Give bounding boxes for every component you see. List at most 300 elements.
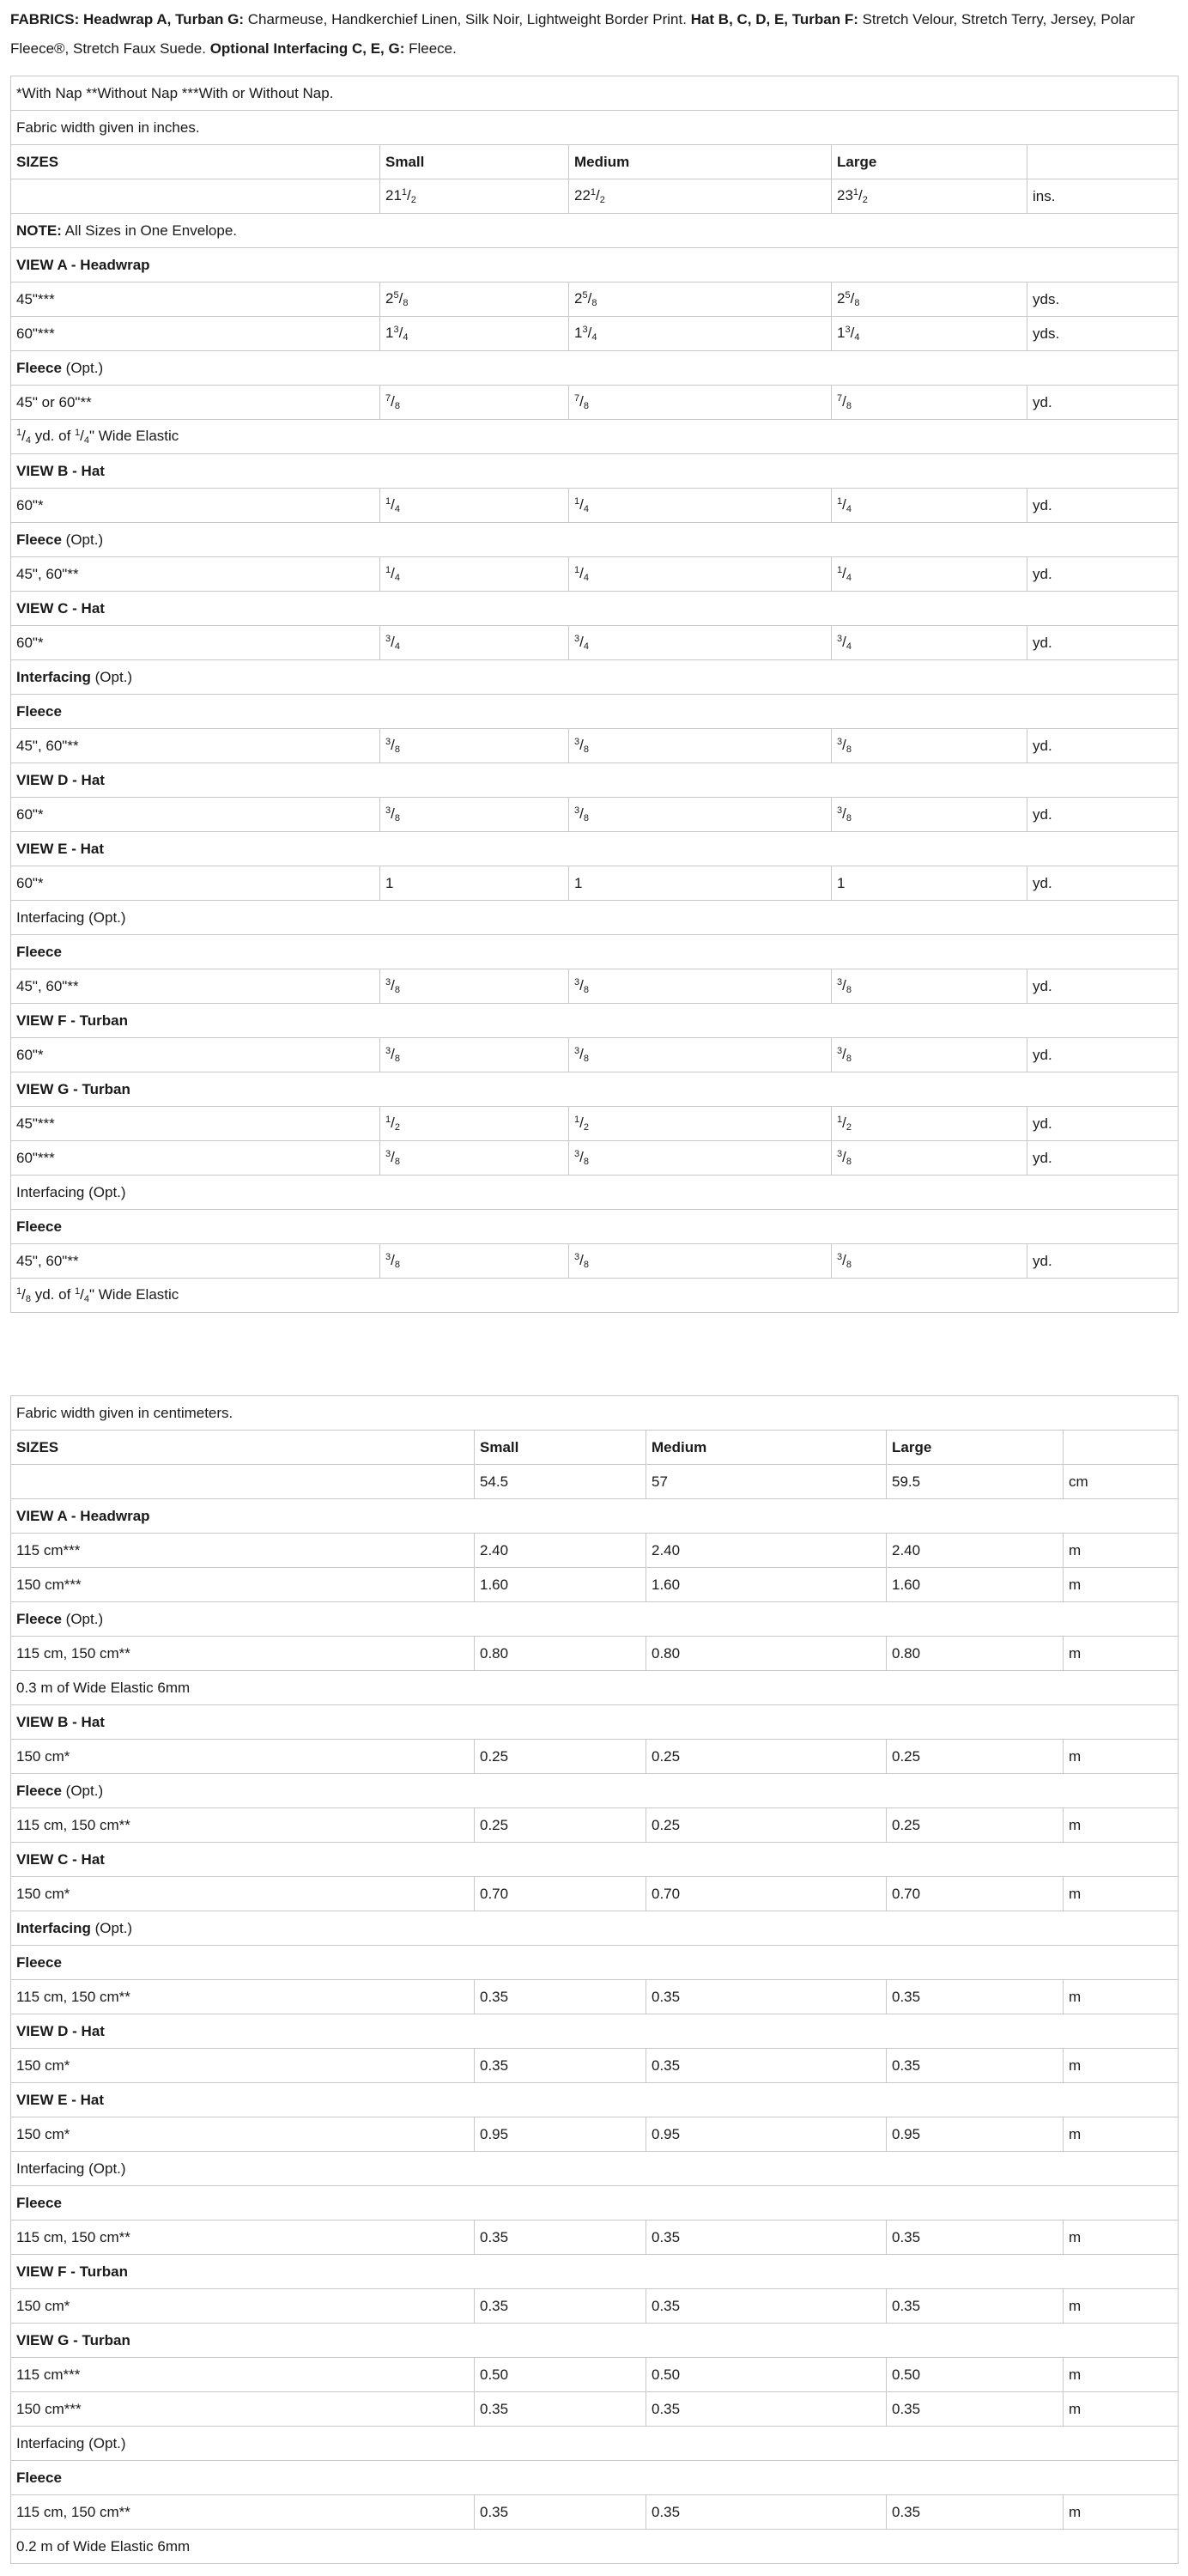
imperial-yardage-table — [10, 76, 1179, 1313]
unit-cell — [1027, 557, 1179, 592]
small-cell — [475, 2392, 646, 2427]
medium-cell — [569, 1244, 832, 1279]
fraction-denominator: 4 — [846, 641, 852, 652]
yardage-row — [11, 2392, 1179, 2427]
cell-text: Fabric width given in inches. — [16, 118, 200, 136]
fraction — [853, 187, 868, 204]
cell-text: Interfacing (Opt.) — [16, 908, 126, 926]
cell-text: 2.40 — [652, 1541, 681, 1558]
bold-text: Medium — [574, 153, 630, 170]
full-width-cell — [11, 1072, 1179, 1107]
fraction-numerator: 3 — [385, 737, 391, 747]
fraction-denominator: 2 — [394, 1122, 400, 1133]
fraction-numerator: 1 — [590, 187, 597, 197]
fraction — [837, 1149, 852, 1165]
fraction — [591, 187, 605, 204]
cell-text: 150 cm* — [16, 2057, 70, 2074]
cell-text: m — [1069, 2297, 1082, 2314]
medium-cell — [569, 1107, 832, 1141]
fraction — [837, 1252, 852, 1268]
section-row — [11, 592, 1179, 626]
unit-cell — [1027, 179, 1179, 214]
bold-text: VIEW A - Headwrap — [16, 256, 150, 273]
cell-text: m — [1069, 1816, 1082, 1833]
full-width-cell — [11, 214, 1179, 248]
cell-text: 57 — [652, 1473, 668, 1490]
large-cell — [832, 1107, 1027, 1141]
cell-text: 0.35 — [652, 2228, 681, 2245]
medium-cell — [569, 1141, 832, 1176]
fraction-slash: / — [391, 1252, 395, 1268]
cell-text: 1.60 — [652, 1576, 681, 1593]
section-row — [11, 523, 1179, 557]
fraction-slash: / — [579, 805, 584, 822]
small-cell — [475, 1465, 646, 1499]
yardage-row — [11, 1877, 1179, 1911]
fraction-denominator: 2 — [410, 195, 416, 205]
cell-text: 115 cm, 150 cm** — [16, 1816, 130, 1833]
fraction-numerator: 7 — [385, 393, 391, 404]
large-cell — [887, 1980, 1064, 2014]
cell-text: 0.25 — [480, 1747, 509, 1765]
large-cell — [887, 2049, 1064, 2083]
small-cell — [380, 626, 569, 660]
fabric-width-cell — [11, 2392, 475, 2427]
bold-text: Medium — [652, 1438, 707, 1455]
large-cell — [887, 2289, 1064, 2324]
fabric-width-cell — [11, 1740, 475, 1774]
section-row — [11, 2152, 1179, 2186]
yardage-row — [11, 145, 1179, 179]
yardage-row — [11, 386, 1179, 420]
small-cell — [380, 1244, 569, 1279]
full-width-cell — [11, 2186, 1179, 2221]
bold-text: Small — [480, 1438, 519, 1455]
fabric-width-cell — [11, 145, 380, 179]
full-width-cell — [11, 1004, 1179, 1038]
fabric-width-cell — [11, 1534, 475, 1568]
unit-cell — [1027, 145, 1179, 179]
cell-text: 0.35 — [652, 2503, 681, 2520]
cell-text: 59.5 — [892, 1473, 921, 1490]
fraction-numerator: 3 — [385, 977, 391, 987]
medium-cell — [646, 2392, 887, 2427]
section-row — [11, 832, 1179, 866]
large-cell — [887, 2495, 1064, 2530]
fabric-list-text: Charmeuse, Handkerchief Linen, Silk Noir, Lightweight Border Print. — [244, 11, 691, 27]
bold-text: VIEW D - Hat — [16, 2022, 105, 2039]
fraction — [574, 977, 589, 993]
yardage-row — [11, 969, 1179, 1004]
cell-text: yd. — [1033, 393, 1052, 410]
cell-text: " Wide Elastic — [89, 1286, 179, 1303]
full-width-cell — [11, 832, 1179, 866]
fraction-denominator: 8 — [394, 813, 400, 823]
section-row — [11, 935, 1179, 969]
small-cell — [475, 2221, 646, 2255]
fabric-width-cell — [11, 1877, 475, 1911]
small-cell — [380, 317, 569, 351]
cell-text: m — [1069, 2400, 1082, 2417]
fraction — [837, 1115, 852, 1131]
fraction-numerator: 7 — [837, 393, 843, 404]
cell-text: Interfacing (Opt.) — [16, 2434, 126, 2451]
fraction-denominator: 8 — [394, 401, 400, 411]
fabrics-paragraph — [10, 5, 1178, 64]
fraction-numerator: 5 — [582, 290, 588, 301]
fraction-numerator: 1 — [837, 1115, 843, 1125]
cell-text: 23 — [837, 187, 853, 204]
fraction-slash: / — [398, 325, 403, 341]
fraction — [837, 1046, 852, 1062]
small-cell — [475, 2358, 646, 2392]
unit-cell — [1064, 2358, 1179, 2392]
large-cell — [832, 283, 1027, 317]
unit-cell — [1027, 1244, 1179, 1279]
full-width-cell — [11, 76, 1179, 111]
section-row — [11, 1499, 1179, 1534]
yardage-row — [11, 1740, 1179, 1774]
section-row — [11, 1004, 1179, 1038]
bold-text: VIEW E - Hat — [16, 840, 105, 857]
fabric-heading-text: Hat B, C, D, E, Turban F: — [690, 11, 858, 27]
bold-text: Fleece — [16, 2469, 62, 2486]
fabric-width-cell — [11, 1431, 475, 1465]
full-width-cell — [11, 2255, 1179, 2289]
cell-text: 0.35 — [480, 2297, 509, 2314]
section-row — [11, 1705, 1179, 1740]
fraction-slash: / — [391, 496, 395, 513]
cell-text: 1 — [574, 874, 583, 891]
fabric-heading-text: Optional Interfacing C, E, G: — [209, 40, 405, 57]
fraction-denominator: 4 — [583, 573, 589, 583]
fraction — [75, 1286, 89, 1303]
metric-yardage-table — [10, 1395, 1179, 2564]
small-cell — [475, 1534, 646, 1568]
cell-text: (Opt.) — [90, 668, 133, 685]
medium-cell — [646, 1740, 887, 1774]
yardage-row — [11, 1980, 1179, 2014]
large-cell — [887, 1568, 1064, 1602]
fraction-denominator: 8 — [854, 298, 860, 308]
fraction — [845, 290, 859, 307]
fraction-denominator: 4 — [83, 1294, 89, 1304]
cell-text: 0.80 — [480, 1644, 509, 1662]
cell-text: 0.25 — [480, 1816, 509, 1833]
fraction-slash: / — [842, 977, 846, 993]
cell-text: 60"* — [16, 1046, 44, 1063]
medium-cell — [569, 283, 832, 317]
cell-text: 0.70 — [892, 1885, 921, 1902]
cell-text: 45"*** — [16, 1115, 55, 1132]
cell-text: yd. of — [30, 428, 76, 444]
fraction — [393, 290, 408, 307]
yardage-row — [11, 2495, 1179, 2530]
fraction-slash: / — [587, 325, 592, 341]
fraction-numerator: 3 — [845, 325, 851, 335]
fraction-denominator: 8 — [846, 1157, 852, 1167]
fraction-denominator: 8 — [583, 1054, 589, 1064]
fraction — [574, 1149, 589, 1165]
fraction — [837, 977, 852, 993]
cell-text: 22 — [574, 187, 591, 204]
large-cell — [887, 1465, 1064, 1499]
full-width-cell — [11, 1602, 1179, 1637]
bold-text: Fleece — [16, 359, 62, 376]
fabric-width-cell — [11, 1244, 380, 1279]
fraction — [574, 565, 589, 581]
cell-text: 1.60 — [480, 1576, 509, 1593]
fraction-numerator: 3 — [582, 325, 588, 335]
large-cell — [832, 489, 1027, 523]
small-cell — [380, 179, 569, 214]
cell-text: yd. — [1033, 1252, 1052, 1269]
fraction-slash: / — [579, 1046, 584, 1062]
medium-cell — [646, 2117, 887, 2152]
section-row — [11, 454, 1179, 489]
fraction-numerator: 3 — [574, 737, 580, 747]
fraction — [385, 1149, 400, 1165]
cell-text: Interfacing (Opt.) — [16, 2160, 126, 2177]
bold-text: Large — [892, 1438, 932, 1455]
imperial-rows — [11, 76, 1179, 1313]
large-cell — [887, 2117, 1064, 2152]
cell-text: 115 cm, 150 cm** — [16, 2228, 130, 2245]
cell-text: 45", 60"** — [16, 977, 79, 994]
yardage-row — [11, 1431, 1179, 1465]
fraction-numerator: 3 — [837, 1252, 843, 1262]
fraction — [385, 393, 400, 410]
medium-cell — [646, 1568, 887, 1602]
fraction-slash: / — [579, 1252, 584, 1268]
fraction-numerator: 1 — [852, 187, 859, 197]
section-row — [11, 901, 1179, 935]
full-width-cell — [11, 935, 1179, 969]
fraction-denominator: 8 — [846, 744, 852, 755]
yardage-row — [11, 2358, 1179, 2392]
fraction-slash: / — [842, 1252, 846, 1268]
bold-text: Fleece — [16, 1782, 62, 1799]
fraction — [385, 565, 400, 581]
fraction-numerator: 5 — [393, 290, 399, 301]
fraction-slash: / — [398, 290, 403, 307]
medium-cell — [569, 1038, 832, 1072]
bold-text: NOTE: — [16, 222, 62, 239]
fraction-slash: / — [80, 428, 84, 444]
cell-text: 54.5 — [480, 1473, 509, 1490]
fraction-denominator: 8 — [846, 813, 852, 823]
fraction-denominator: 4 — [394, 504, 400, 514]
cell-text: yd. — [1033, 496, 1052, 513]
cell-text: m — [1069, 1541, 1082, 1558]
cell-text: (Opt.) — [90, 1919, 133, 1936]
yardage-row — [11, 729, 1179, 763]
fraction — [385, 805, 400, 822]
fraction-slash: / — [579, 393, 584, 410]
cell-text: 0.35 — [892, 2228, 921, 2245]
fraction — [385, 1115, 400, 1131]
fraction — [845, 325, 859, 341]
cell-text: 0.35 — [892, 1988, 921, 2005]
fraction-denominator: 8 — [583, 401, 589, 411]
cell-text: 0.70 — [480, 1885, 509, 1902]
full-width-cell — [11, 901, 1179, 935]
fraction-numerator: 1 — [75, 428, 81, 438]
fraction — [385, 737, 400, 753]
cell-text: (Opt.) — [61, 1610, 104, 1627]
full-width-cell — [11, 1843, 1179, 1877]
full-width-cell — [11, 1210, 1179, 1244]
fabric-width-cell — [11, 1568, 475, 1602]
section-row — [11, 420, 1179, 454]
cell-text: yd. — [1033, 805, 1052, 823]
fraction — [574, 634, 589, 650]
fraction-numerator: 3 — [574, 634, 580, 644]
small-cell — [475, 2495, 646, 2530]
large-cell — [832, 179, 1027, 214]
cell-text: m — [1069, 2057, 1082, 2074]
section-row — [11, 763, 1179, 798]
fabric-width-cell — [11, 1980, 475, 2014]
fraction-denominator: 4 — [846, 573, 852, 583]
fraction — [582, 290, 597, 307]
full-width-cell — [11, 2427, 1179, 2461]
bold-text: VIEW E - Hat — [16, 2091, 105, 2108]
fraction-slash: / — [391, 634, 395, 650]
unit-cell — [1064, 2117, 1179, 2152]
small-cell — [475, 2117, 646, 2152]
yardage-row — [11, 557, 1179, 592]
medium-cell — [569, 866, 832, 901]
section-row — [11, 1946, 1179, 1980]
yardage-row — [11, 2117, 1179, 2152]
fraction — [16, 428, 31, 444]
fabric-width-cell — [11, 729, 380, 763]
fraction-numerator: 3 — [574, 1252, 580, 1262]
fraction-numerator: 1 — [837, 496, 843, 507]
cell-text: 1 — [837, 325, 846, 341]
fraction-slash: / — [391, 805, 395, 822]
fraction-numerator: 3 — [385, 1149, 391, 1159]
medium-cell — [646, 2289, 887, 2324]
cell-text: 2 — [574, 290, 583, 307]
medium-cell — [646, 1877, 887, 1911]
cell-text: m — [1069, 1747, 1082, 1765]
large-cell — [832, 798, 1027, 832]
medium-cell — [569, 489, 832, 523]
fraction-slash: / — [596, 187, 600, 204]
fabric-width-cell — [11, 386, 380, 420]
cell-text: yd. — [1033, 874, 1052, 891]
fraction — [385, 1252, 400, 1268]
fraction-slash: / — [842, 1115, 846, 1131]
cell-text: 1 — [385, 325, 394, 341]
large-cell — [832, 386, 1027, 420]
medium-cell — [569, 557, 832, 592]
cell-text: yd. — [1033, 1149, 1052, 1166]
large-cell — [887, 1431, 1064, 1465]
cell-text: yd. — [1033, 977, 1052, 994]
fraction-numerator: 3 — [574, 977, 580, 987]
fraction — [402, 187, 416, 204]
bold-text: Fleece — [16, 2194, 62, 2211]
yardage-row — [11, 179, 1179, 214]
cell-text: 0.35 — [480, 2503, 509, 2520]
fraction — [574, 737, 589, 753]
cell-text: Interfacing (Opt.) — [16, 1183, 126, 1200]
yardage-row — [11, 2221, 1179, 2255]
section-row — [11, 351, 1179, 386]
cell-text: yd. — [1033, 737, 1052, 754]
fabric-width-cell — [11, 866, 380, 901]
fraction-slash: / — [391, 1046, 395, 1062]
full-width-cell — [11, 1671, 1179, 1705]
small-cell — [475, 1877, 646, 1911]
fraction — [385, 1046, 400, 1062]
section-row — [11, 1671, 1179, 1705]
section-row — [11, 1072, 1179, 1107]
section-row — [11, 1396, 1179, 1431]
fraction-slash: / — [579, 565, 584, 581]
cell-text: m — [1069, 2366, 1082, 2383]
bold-text: Fleece — [16, 1610, 62, 1627]
fabric-width-cell — [11, 1038, 380, 1072]
cell-text: yd. — [1033, 1046, 1052, 1063]
fabric-width-cell — [11, 626, 380, 660]
yardage-row — [11, 1038, 1179, 1072]
medium-cell — [646, 2495, 887, 2530]
unit-cell — [1027, 317, 1179, 351]
fraction-slash: / — [579, 1149, 584, 1165]
fraction-numerator: 3 — [385, 1046, 391, 1056]
fraction-numerator: 3 — [574, 1046, 580, 1056]
cell-text: 0.95 — [652, 2125, 681, 2142]
unit-cell — [1064, 1431, 1179, 1465]
fraction-slash: / — [842, 1046, 846, 1062]
medium-cell — [646, 2358, 887, 2392]
unit-cell — [1064, 1568, 1179, 1602]
large-cell — [832, 145, 1027, 179]
yardage-row — [11, 1465, 1179, 1499]
fraction — [16, 1286, 31, 1303]
fabric-heading-text: FABRICS: Headwrap A, Turban G: — [10, 11, 245, 27]
fraction-slash: / — [587, 290, 592, 307]
fraction-denominator: 4 — [25, 435, 31, 446]
cell-text: yd. — [1033, 1115, 1052, 1132]
large-cell — [832, 557, 1027, 592]
fraction-slash: / — [407, 187, 411, 204]
fabric-width-cell — [11, 1107, 380, 1141]
cell-text: m — [1069, 2228, 1082, 2245]
full-width-cell — [11, 1705, 1179, 1740]
medium-cell — [646, 2221, 887, 2255]
fraction-slash: / — [391, 565, 395, 581]
fraction-numerator: 3 — [837, 737, 843, 747]
fraction — [574, 1046, 589, 1062]
full-width-cell — [11, 1946, 1179, 1980]
unit-cell — [1064, 2049, 1179, 2083]
fraction-denominator: 8 — [394, 744, 400, 755]
section-row — [11, 1774, 1179, 1808]
small-cell — [475, 1568, 646, 1602]
fraction-denominator: 2 — [583, 1122, 589, 1133]
cell-text: yds. — [1033, 325, 1060, 342]
cell-text: 0.35 — [892, 2057, 921, 2074]
cell-text: 150 cm*** — [16, 1576, 82, 1593]
full-width-cell — [11, 1396, 1179, 1431]
cell-text: 0.3 m of Wide Elastic 6mm — [16, 1679, 191, 1696]
cell-text: 2 — [837, 290, 846, 307]
